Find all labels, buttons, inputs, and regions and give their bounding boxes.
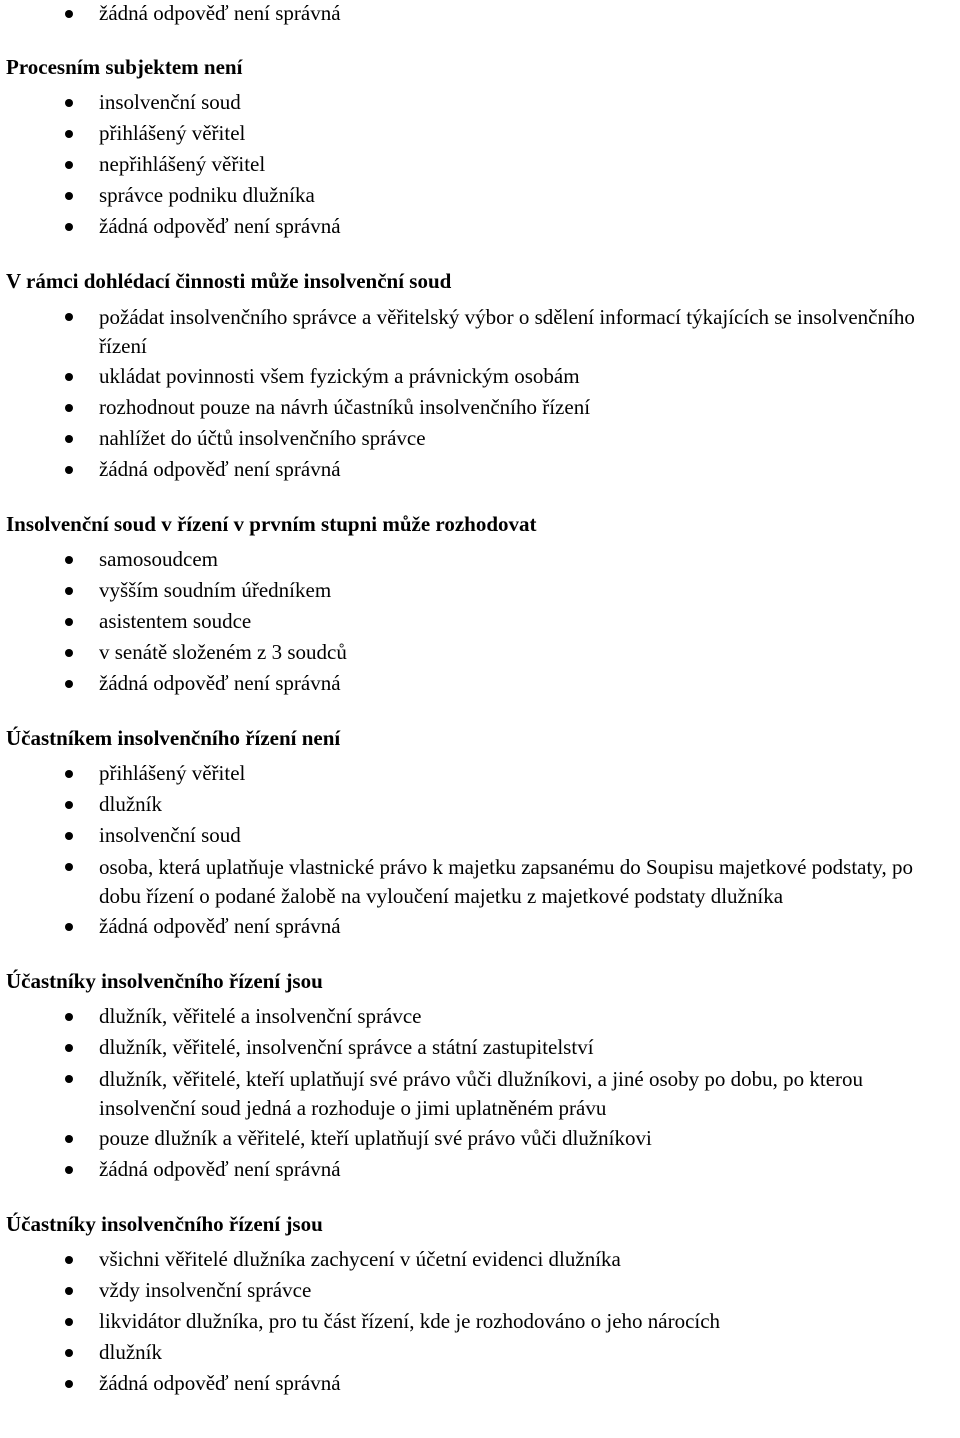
bullet-icon [65,313,73,321]
option-item [6,911,960,942]
option-item [6,1337,960,1368]
option-list [6,301,960,485]
option-text: žádná odpověď není správná [99,914,341,938]
option-text: ukládat povinnosti všem fyzickým a právnickým osobám [99,364,580,388]
option-list [6,544,960,699]
option-item [6,1123,960,1154]
bullet-icon [65,863,73,871]
option-text: dlužník, věřitelé, kteří uplatňují své právo vůči dlužníkovi, a jiné osoby po dobu, po kterou insolvenční soud jedná a rozhoduje o jimi uplatněném právu [99,1067,864,1120]
option-text: vyšším soudním úředníkem [99,578,332,602]
option-item [6,118,960,149]
option-text: správce podniku dlužníka [99,183,315,207]
option-item [6,87,960,118]
option-item [6,423,960,454]
question-heading: Účastníky insolvenčního řízení jsou [6,1212,323,1236]
option-item [6,1032,960,1063]
option-text: žádná odpověď není správná [99,457,341,481]
bullet-icon [65,923,73,931]
option-text: žádná odpověď není správná [99,1,341,25]
question-heading: Účastníky insolvenčního řízení jsou [6,969,323,993]
option-text: všichni věřitelé dlužníka zachycení v účetní evidenci dlužníka [99,1247,621,1271]
option-list [6,0,960,29]
question-heading: Procesním subjektem není [6,55,243,79]
option-text: insolvenční soud [99,823,241,847]
bullet-icon [65,1349,73,1357]
bullet-icon [65,1287,73,1295]
option-item [6,1368,960,1399]
option-item [6,668,960,699]
option-text: pouze dlužník a věřitelé, kteří uplatňují své právo vůči dlužníkovi [99,1126,652,1150]
bullet-icon [65,680,73,688]
option-item [6,180,960,211]
option-item [6,544,960,575]
option-item [6,637,960,668]
option-item [6,851,960,911]
question-block [6,723,960,942]
bullet-icon [65,10,73,18]
option-item [6,149,960,180]
option-text: samosoudcem [99,547,218,571]
question-block [6,509,960,699]
bullet-icon [65,466,73,474]
option-text: asistentem soudce [99,609,252,633]
bullet-icon [65,435,73,443]
question-block [6,1209,960,1399]
question-heading: V rámci dohlédací činnosti může insolvenční soud [6,269,452,293]
option-item [6,820,960,851]
option-text: požádat insolvenčního správce a věřitelský výbor o sdělení informací týkajících se insolvenčního řízení [99,305,915,358]
option-item [6,211,960,242]
option-text: přihlášený věřitel [99,121,246,145]
option-item [6,361,960,392]
option-text: nepřihlášený věřitel [99,152,266,176]
option-text: přihlášený věřitel [99,761,246,785]
bullet-icon [65,1075,73,1083]
option-text: v senátě složeném z 3 soudců [99,640,347,664]
question-block [6,266,960,485]
option-item [6,1306,960,1337]
question-block [6,966,960,1185]
bullet-icon [65,556,73,564]
bullet-icon [65,649,73,657]
option-text: dlužník, věřitelé, insolvenční správce a státní zastupitelství [99,1035,594,1059]
question-heading: Účastníkem insolvenčního řízení není [6,726,341,750]
option-item [6,0,960,29]
option-list [6,1244,960,1399]
option-text: žádná odpověď není správná [99,1371,341,1395]
bullet-icon [65,192,73,200]
option-item [6,1063,960,1123]
bullet-icon [65,404,73,412]
bullet-icon [65,373,73,381]
option-text: žádná odpověď není správná [99,1157,341,1181]
bullet-icon [65,801,73,809]
bullet-icon [65,1318,73,1326]
bullet-icon [65,770,73,778]
bullet-icon [65,1380,73,1388]
bullet-icon [65,1013,73,1021]
option-item [6,301,960,361]
option-text: insolvenční soud [99,90,241,114]
option-list [6,87,960,242]
option-text: nahlížet do účtů insolvenčního správce [99,426,426,450]
option-list [6,1001,960,1185]
bullet-icon [65,223,73,231]
option-text: vždy insolvenční správce [99,1278,312,1302]
option-list [6,758,960,942]
option-text: dlužník, věřitelé a insolvenční správce [99,1004,422,1028]
bullet-icon [65,1135,73,1143]
bullet-icon [65,1256,73,1264]
option-text: dlužník [99,792,162,816]
option-text: dlužník [99,1340,162,1364]
question-fragment [6,0,960,29]
option-item [6,606,960,637]
bullet-icon [65,130,73,138]
option-item [6,758,960,789]
option-text: rozhodnout pouze na návrh účastníků insolvenčního řízení [99,395,591,419]
option-item [6,575,960,606]
question-heading: Insolvenční soud v řízení v prvním stupni může rozhodovat [6,512,537,536]
bullet-icon [65,1044,73,1052]
question-block [6,52,960,242]
option-item [6,1001,960,1032]
bullet-icon [65,618,73,626]
bullet-icon [65,832,73,840]
bullet-icon [65,587,73,595]
option-text: žádná odpověď není správná [99,214,341,238]
option-item [6,789,960,820]
option-item [6,1154,960,1185]
bullet-icon [65,99,73,107]
option-text: žádná odpověď není správná [99,671,341,695]
option-item [6,392,960,423]
option-item [6,1275,960,1306]
option-text: likvidátor dlužníka, pro tu část řízení, kde je rozhodováno o jeho nárocích [99,1309,721,1333]
option-text: osoba, která uplatňuje vlastnické právo k majetku zapsanému do Soupisu majetkové podstaty, po dobu řízení o podané žalobě na vyloučení majetku z majetkové podstaty dlužníka [99,855,913,908]
bullet-icon [65,1166,73,1174]
option-item [6,1244,960,1275]
bullet-icon [65,161,73,169]
option-item [6,454,960,485]
